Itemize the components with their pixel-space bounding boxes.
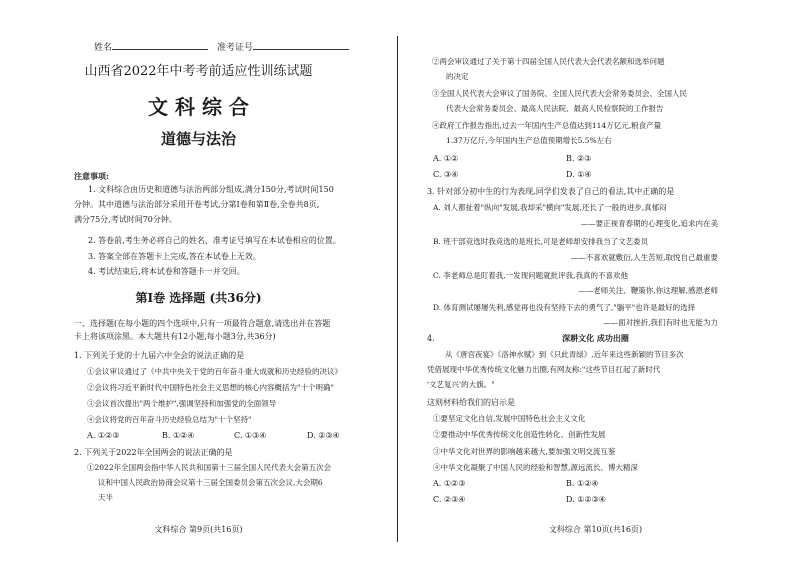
q4-number: 4. [427,334,435,343]
page-footer-left: 文科综合 第9页(共16页) [154,525,243,534]
notice-line: 满分75分,考试时间70分钟。 [74,215,177,224]
q3-comment: ——不喜欢就敷衍,人生苦短,取悦自己最重要 [570,253,718,262]
q3-comment: ——老师关注、鞭策你,你这理解,感恩老师 [578,286,718,295]
q2-option: 代表大会常务委员会、最高人民法院、最高人民检察院的工作报告 [446,104,664,113]
ticket-underline [253,40,349,50]
q1-option: ②会议将习近平新时代中国特色社会主义思想的核心内容概括为"十个明确" [87,383,334,392]
q4-choice-c: C. ②③④ [433,495,466,504]
q4-choice-b: B. ①②④ [566,479,599,488]
name-label: 姓名 [94,43,113,53]
q1-choice-d: D. ②③④ [307,431,340,440]
q2-option: 的决定 [446,72,469,81]
q4-choice-d: D. ①②③④ [566,495,606,504]
q2-option: ④政府工作报告指出,过去一年国内生产总值达到114万亿元,粮食产量 [432,121,662,130]
q1-option: ①会议审议通过了《中共中央关于党的百年奋斗重大成就和历史经验的决议》 [87,367,342,376]
q3-comment: ——要正视青春期的心理变化,追求内在美 [580,219,718,228]
exam-title: 山西省2022年中考考前适应性训练试题 [84,64,313,79]
q3-option: D. 体育测试屡屡失利,感觉再也没有坚持下去的勇气了,"躺平"也许是最好的选择 [433,303,696,312]
name-field [94,40,208,54]
q3-option: C. 李老师总是盯着我,一发现问题就批评我,我真的不喜欢他 [433,271,629,280]
q1-option: ④会议将党的百年奋斗历史经验总结为"十个坚持" [87,415,252,424]
q3-comment: ——面对挫折,我们有时也无能为力 [603,318,718,327]
q4-question: 这则材料给我们的启示是 [427,398,515,407]
q4-material: 从《唐宫夜宴》《洛神水赋》到《只此青绿》,近年来这些新颖的节目多次 [445,350,684,359]
q3-stem: 3. 针对部分初中生的行为表现,同学们发表了自己的看法,其中正确的是 [427,187,675,196]
q2-option: 1.37万亿斤,今年国内生产总值预期增长5.5%左右 [446,136,612,145]
notice-line: 1. 文科综合由历史和道德与法治两部分组成,满分150分,考试时间150 [88,185,334,194]
q2-choice-b: B. ②③ [566,154,592,163]
q4-material: 凭借展现中华优秀传统文化魅力出圈,有网友称:"这些节目扛起了新时代 [427,365,661,374]
q1-choice-a: A. ①②③ [87,431,120,440]
section-instruction: 一、选择题(在每小题的四个选项中,只有一项最符合题意,请选出并在答题 [74,319,331,328]
q2-stem: 2. 下列关于2022年全国两会的说法正确的是 [74,448,233,457]
ticket-label: 准考证号 [217,43,254,53]
q4-choice-a: A. ①②③ [433,479,466,488]
name-underline [112,40,208,50]
q4-option: ③中华文化对世界的影响越来越大,要加强文明交流互鉴 [433,447,616,456]
notice-line: 4. 考试结束后,将本试卷和答题卡一并交回。 [88,267,245,276]
q4-option: ①要坚定文化自信,发展中国特色社会主义文化 [433,414,586,423]
q3-option: B. 班干部竞选时我竞选的是班长,可是老师却安排我当了文艺委员 [433,237,649,246]
subject-title: 文 科 综 合 [148,95,249,119]
notice-heading: 注意事项: [74,171,109,181]
notice-line: 2. 答卷前,考生务必将自己的姓名、准考证号填写在本试卷相应的位置。 [88,236,341,245]
subsubject-title: 道德与法治 [160,130,236,148]
section-title: 第Ⅰ卷 选择题 (共36分) [135,291,262,305]
q2-choice-d: D. ①④ [566,170,592,179]
q1-option: ③会议首次提出"两个维护",强调坚持和加强党的全面领导 [87,399,277,408]
q2-choice-a: A. ①② [433,154,459,163]
notice-line: 分钟。其中道德与法治部分采用开卷考试,分第Ⅰ卷和第Ⅱ卷,全卷共8页, [74,200,320,209]
q1-choice-c: C. ①③④ [234,431,267,440]
q2-option: ①2022年全国两会指中华人民共和国第十三届全国人民代表大会第五次会 [87,463,332,472]
q4-material: '文艺复兴'的大旗。" [427,380,495,389]
q1-stem: 1. 下列关于党的十九届六中全会的说法正确的是 [74,351,245,360]
section-instruction: 卡上将该项涂黑。本大题共有12小题,每小题3分,共36分) [74,332,276,341]
q4-option: ②要推动中华优秀传统文化创造性转化、创新性发展 [433,430,606,439]
ticket-field [217,40,349,54]
q1-choice-b: B. ①②④ [162,431,195,440]
q4-option: ④中华文化凝聚了中国人民的经验和智慧,源远流长、博大精深 [433,463,638,472]
q2-option: 议和中国人民政治协商会议第十三届全国委员会第五次会议,大会期6 [98,478,323,487]
q2-option: 天半 [98,493,113,502]
q2-option: ②两会审议通过了关于第十四届全国人民代表大会代表名额和选举问题 [432,57,665,66]
q2-choice-c: C. ③④ [433,170,459,179]
q4-heading: 深耕文化 成功出圈 [562,333,629,343]
notice-line: 3. 答案全部在答题卡上完成,答在本试卷上无效。 [88,252,261,261]
page-footer-right: 文科综合 第10页(共16页) [548,525,643,534]
q3-option: A. 刘人都扯着"纵向"发展,我却采"横向"发展,还长了一般的进步,真郁闷 [433,203,667,212]
q2-option: ③全国人民代表大会审议了国务院、全国人民代表大会常务委员会、全国人民 [432,89,687,98]
